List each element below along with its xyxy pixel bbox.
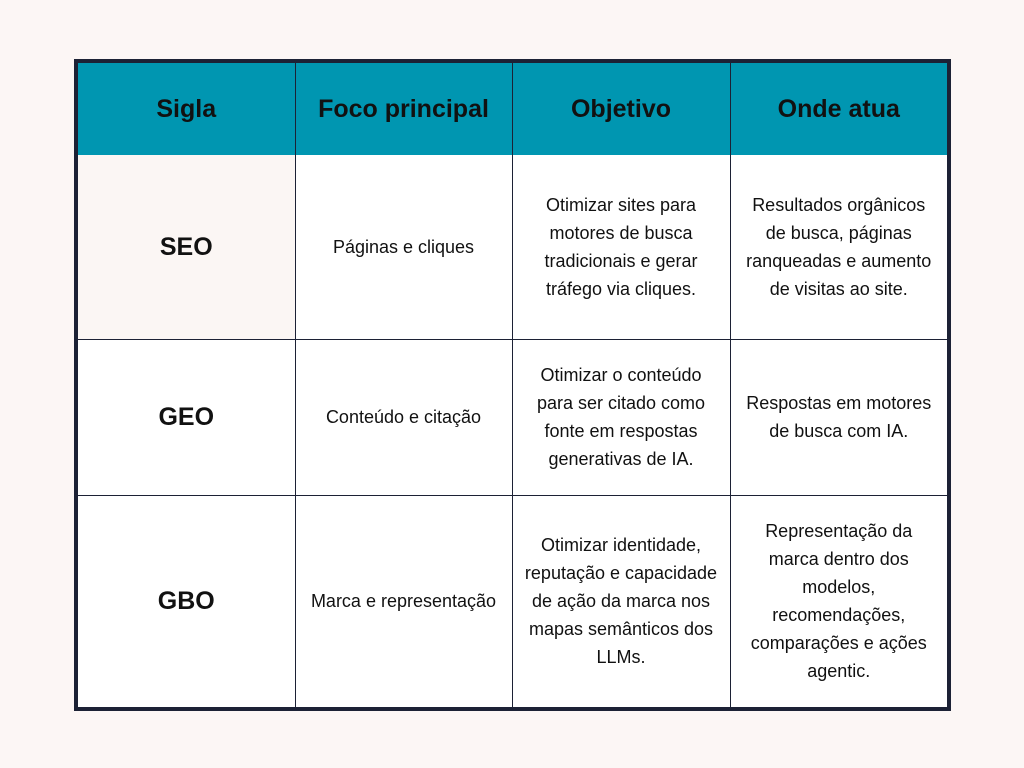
comparison-table [78,63,947,707]
foco-cell: Conteúdo e citação [295,339,512,495]
onde-atua-cell: Respostas em motores de busca com IA. [730,339,947,495]
sigla-cell: GBO [78,495,295,707]
foco-cell: Páginas e cliques [295,155,512,339]
objetivo-cell: Otimizar sites para motores de busca tradicionais e gerar tráfego via cliques. [512,155,730,339]
header-foco-principal: Foco principal [295,63,512,155]
header-sigla: Sigla [78,63,295,155]
table-row [78,155,947,339]
header-onde-atua: Onde atua [730,63,947,155]
sigla-cell: SEO [78,155,295,339]
header-objetivo: Objetivo [512,63,730,155]
table-header-row [78,63,947,155]
comparison-table-frame [74,59,951,711]
foco-cell: Marca e representação [295,495,512,707]
objetivo-cell: Otimizar identidade, reputação e capacidade de ação da marca nos mapas semânticos dos LLMs. [512,495,730,707]
sigla-cell: GEO [78,339,295,495]
onde-atua-cell: Resultados orgânicos de busca, páginas ranqueadas e aumento de visitas ao site. [730,155,947,339]
objetivo-cell: Otimizar o conteúdo para ser citado como fonte em respostas generativas de IA. [512,339,730,495]
table-row [78,495,947,707]
onde-atua-cell: Representação da marca dentro dos modelos, recomendações, comparações e ações agentic. [730,495,947,707]
table-row [78,339,947,495]
